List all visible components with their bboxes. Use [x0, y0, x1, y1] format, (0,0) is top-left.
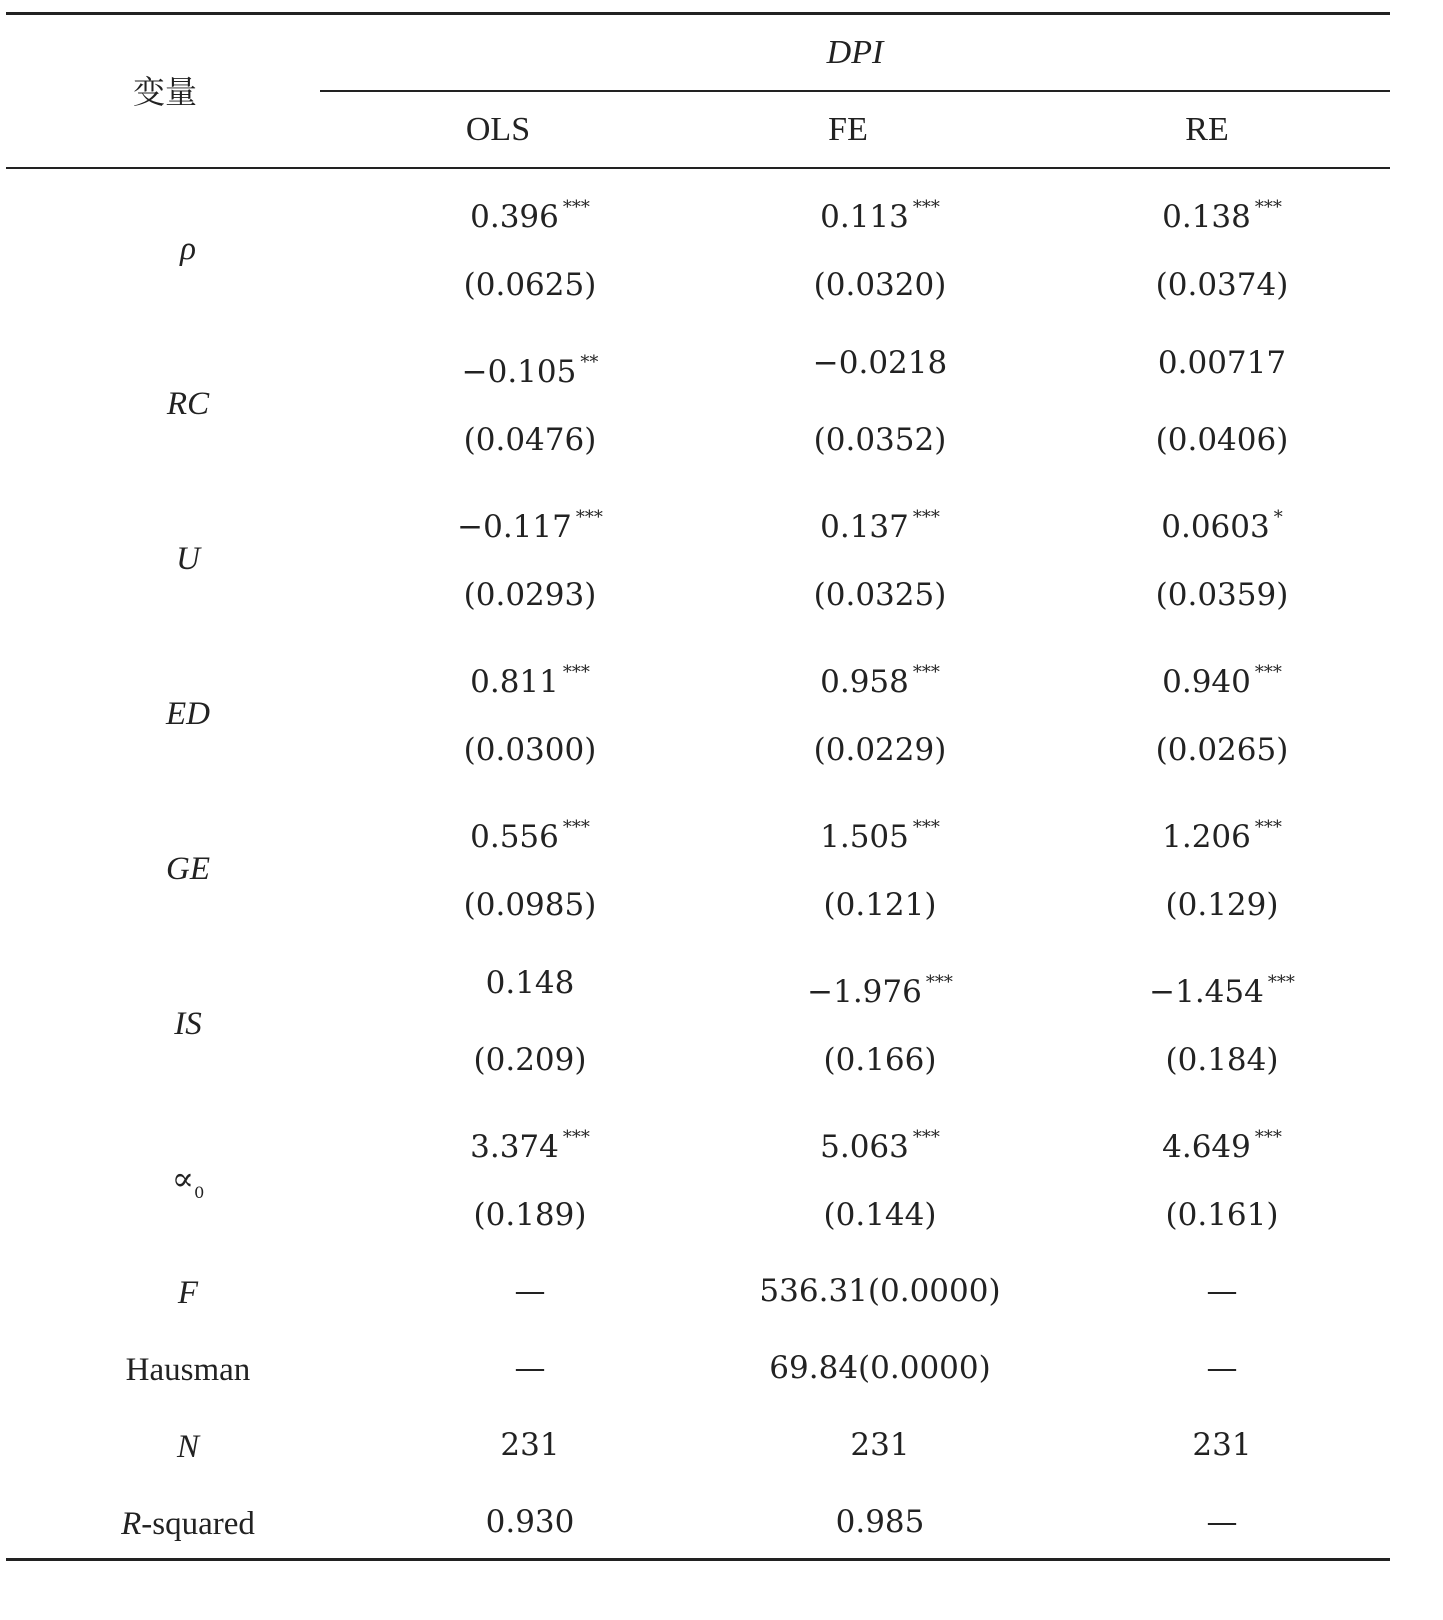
variable-name: $\propto_0$: [171, 1159, 205, 1202]
stat-value-cell: 231: [1192, 1427, 1252, 1463]
coefficient-cell: 0.396 ***: [470, 197, 590, 235]
coefficient-cell: −1.454 ***: [1149, 972, 1295, 1010]
col-header-fe: FE: [828, 111, 868, 148]
std-error-cell: (0.209): [473, 1042, 587, 1078]
coefficient-cell: 5.063 ***: [820, 1127, 940, 1165]
coefficient-cell: −0.105 **: [461, 352, 599, 390]
group-rule: [320, 90, 1390, 92]
stat-value-cell: 0.985: [835, 1504, 925, 1540]
coefficient-cell: 0.148: [485, 965, 575, 1001]
variable-name: U: [176, 541, 200, 577]
std-error-cell: (0.189): [473, 1197, 587, 1233]
stat-value-cell: 231: [500, 1427, 560, 1463]
variable-name: GE: [166, 851, 210, 887]
std-error-cell: (0.0265): [1155, 732, 1289, 768]
coefficient-cell: 0.137 ***: [820, 507, 940, 545]
stat-value-cell: —: [514, 1350, 546, 1386]
std-error-cell: (0.0625): [463, 267, 597, 303]
stat-value-cell: —: [1206, 1273, 1238, 1309]
coefficient-cell: −0.117 ***: [457, 507, 603, 545]
bottom-rule: [6, 1558, 1390, 1561]
col-header-ols: OLS: [465, 111, 531, 148]
variable-name: ED: [166, 696, 210, 732]
coefficient-cell: 0.113 ***: [820, 197, 940, 235]
coefficient-cell: 0.00717: [1157, 345, 1287, 381]
coefficient-cell: −1.976 ***: [807, 972, 953, 1010]
stat-value-cell: —: [1206, 1350, 1238, 1386]
coefficient-cell: 3.374 ***: [470, 1127, 590, 1165]
stat-value-cell: 231: [850, 1427, 910, 1463]
variable-header: 变量: [132, 73, 197, 111]
std-error-cell: (0.0406): [1155, 422, 1289, 458]
std-error-cell: (0.0352): [813, 422, 947, 458]
std-error-cell: (0.0359): [1155, 577, 1289, 613]
std-error-cell: (0.144): [823, 1197, 937, 1233]
top-rule: [6, 12, 1390, 15]
coefficient-cell: 4.649 ***: [1162, 1127, 1282, 1165]
coefficient-cell: 0.556 ***: [470, 817, 590, 855]
std-error-cell: (0.0320): [813, 267, 947, 303]
stat-value-cell: —: [514, 1273, 546, 1309]
coefficient-cell: 0.0603 *: [1161, 507, 1283, 545]
std-error-cell: (0.0985): [463, 887, 597, 923]
std-error-cell: (0.0293): [463, 577, 597, 613]
std-error-cell: (0.0229): [813, 732, 947, 768]
col-header-re: RE: [1185, 111, 1229, 148]
stat-value-cell: 0.930: [485, 1504, 575, 1540]
stat-label: Hausman: [125, 1352, 251, 1388]
stat-value-cell: —: [1206, 1504, 1238, 1540]
std-error-cell: (0.184): [1165, 1042, 1279, 1078]
header-rule: [6, 167, 1390, 169]
variable-name: IS: [174, 1006, 202, 1042]
stat-value-cell: 536.31(0.0000): [759, 1273, 1001, 1309]
std-error-cell: (0.161): [1165, 1197, 1279, 1233]
std-error-cell: (0.121): [823, 887, 937, 923]
std-error-cell: (0.129): [1165, 887, 1279, 923]
coefficient-cell: 0.958 ***: [820, 662, 940, 700]
coefficient-cell: 1.206 ***: [1162, 817, 1282, 855]
coefficient-cell: 0.811 ***: [470, 662, 590, 700]
std-error-cell: (0.0300): [463, 732, 597, 768]
variable-name: RC: [166, 386, 210, 422]
coefficient-cell: 0.940 ***: [1162, 662, 1282, 700]
variable-name: ρ: [180, 231, 196, 267]
stat-label: R-squared: [121, 1506, 255, 1542]
stat-label: N: [176, 1429, 199, 1465]
std-error-cell: (0.0325): [813, 577, 947, 613]
group-header-dpi: DPI: [826, 34, 884, 71]
coefficient-cell: −0.0218: [812, 345, 948, 381]
coefficient-cell: 1.505 ***: [820, 817, 940, 855]
coefficient-cell: 0.138 ***: [1162, 197, 1282, 235]
stat-label: F: [177, 1275, 199, 1311]
std-error-cell: (0.0374): [1155, 267, 1289, 303]
stat-value-cell: 69.84(0.0000): [769, 1350, 991, 1386]
std-error-cell: (0.166): [823, 1042, 937, 1078]
std-error-cell: (0.0476): [463, 422, 597, 458]
